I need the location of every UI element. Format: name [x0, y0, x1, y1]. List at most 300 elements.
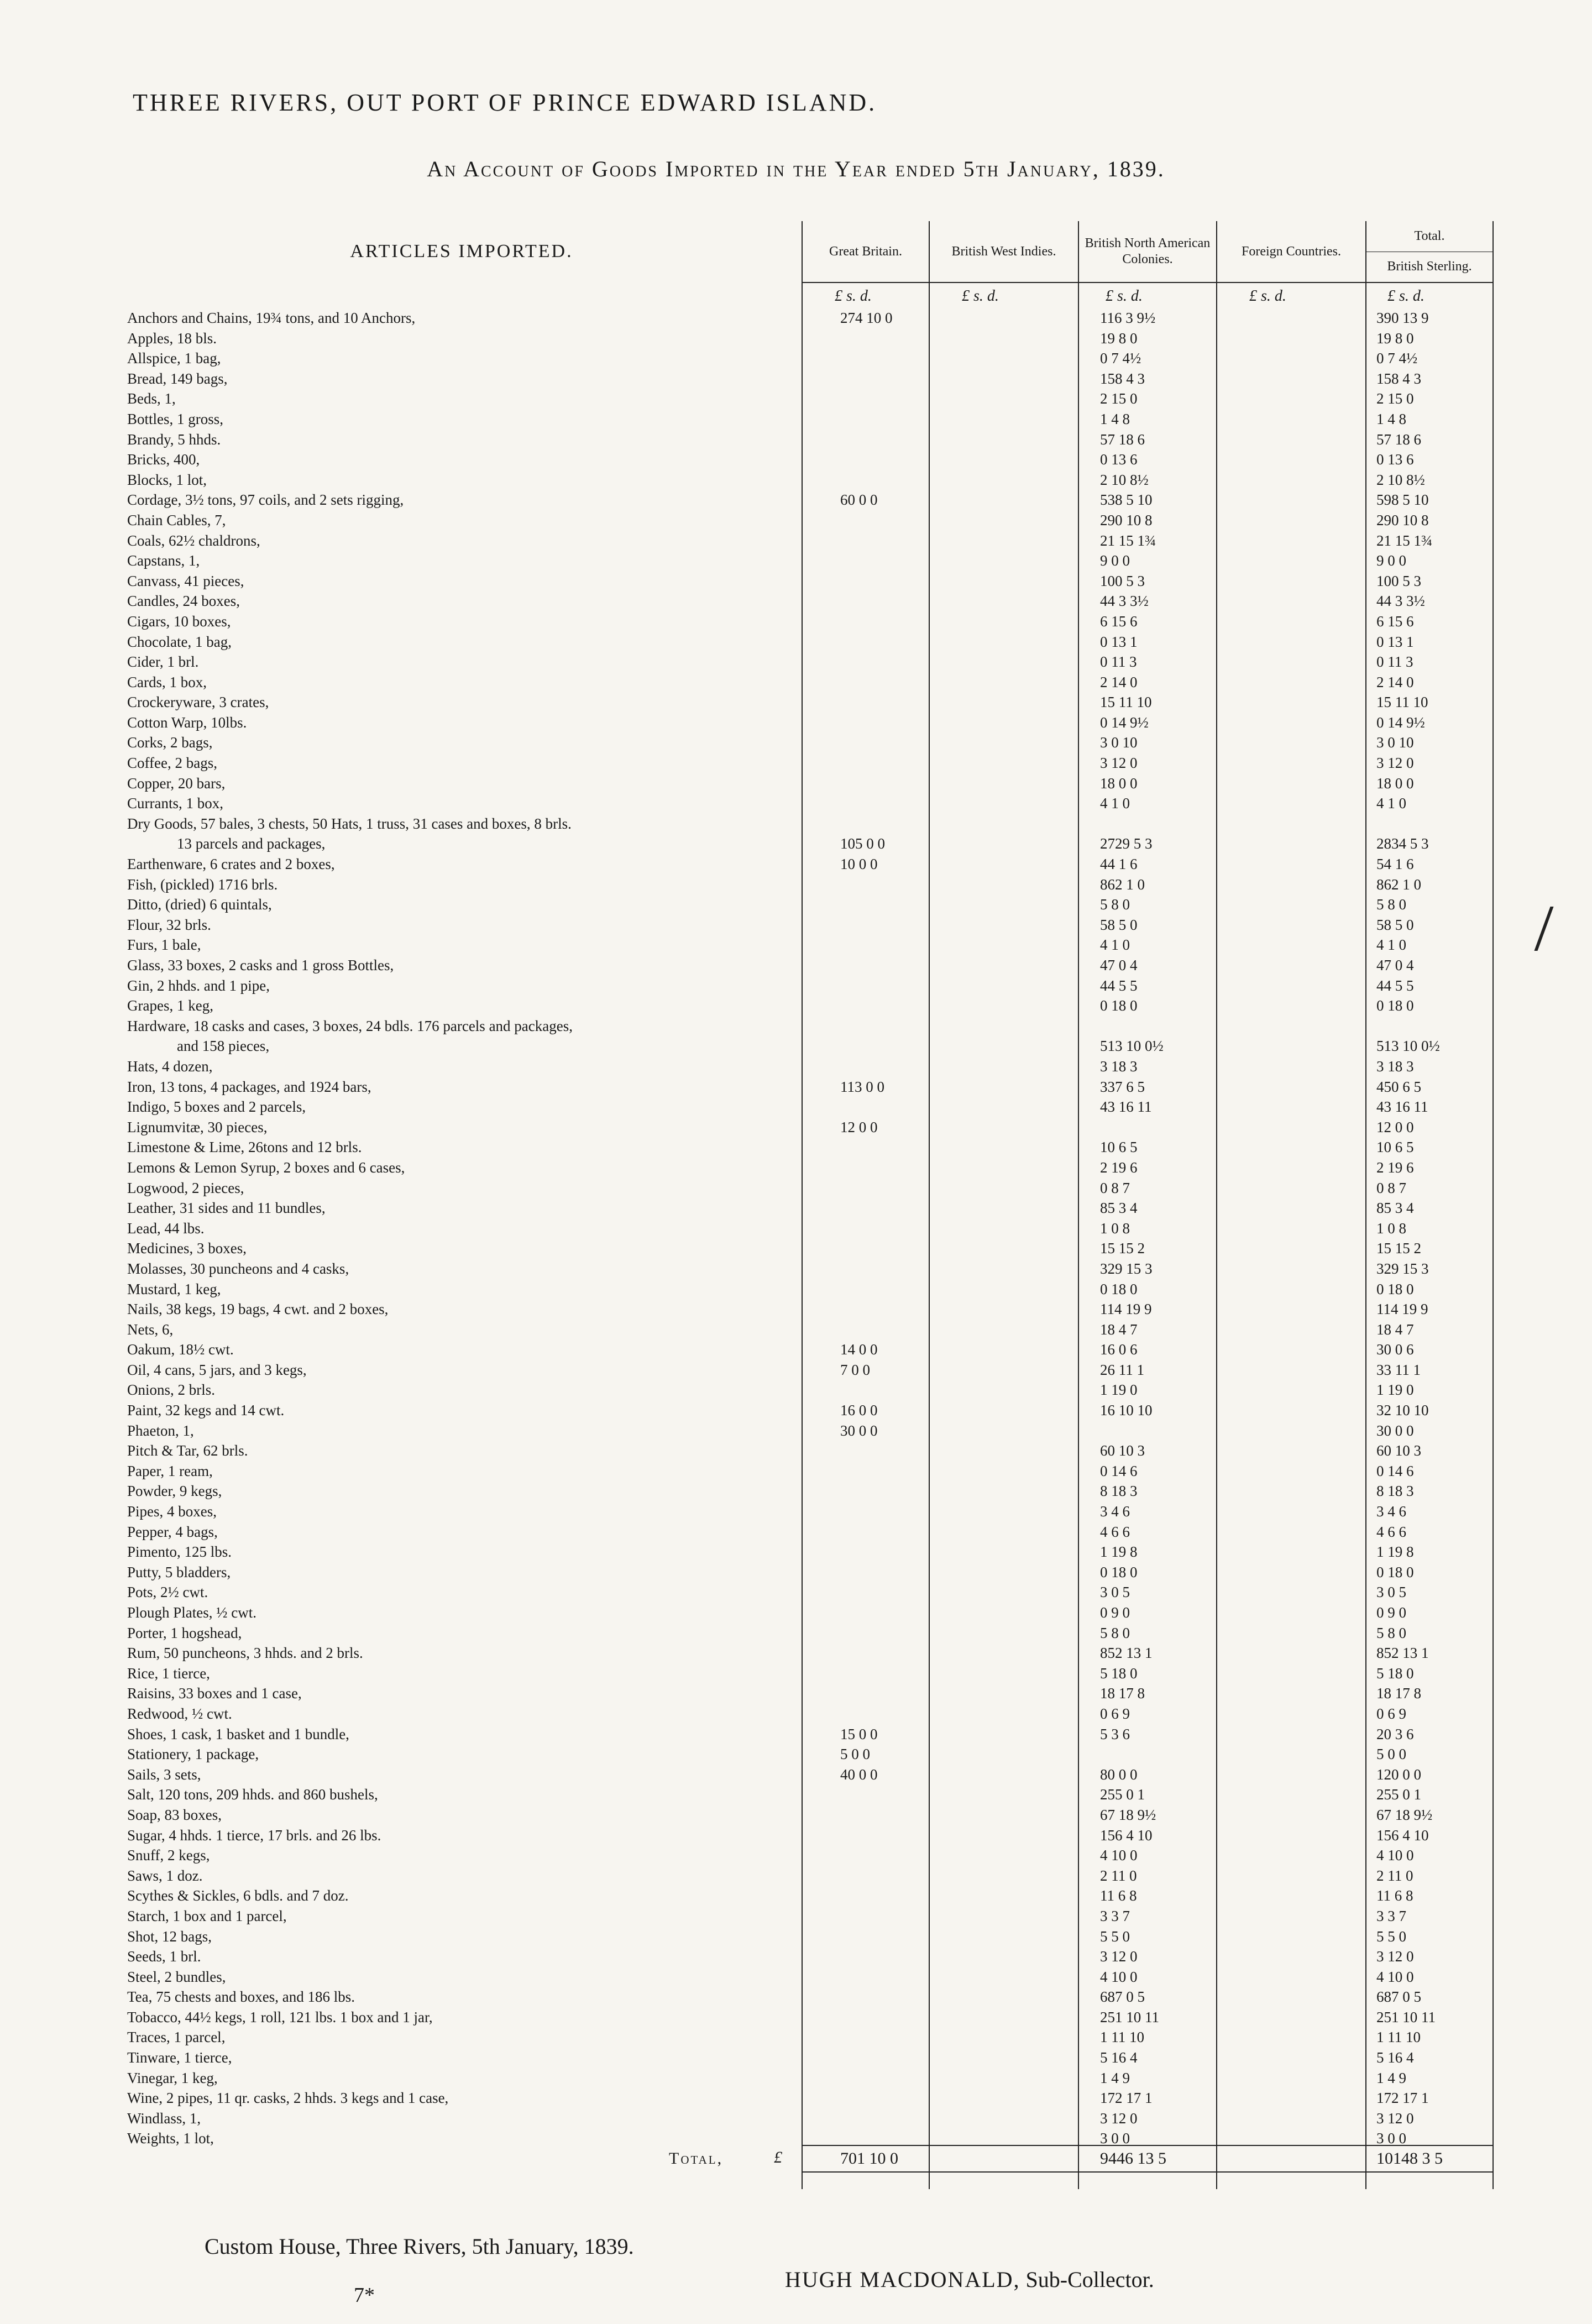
total-cell: 450 6 5: [1376, 1078, 1421, 1095]
british-north-american-colonies-cell: 0 14 6: [1100, 1462, 1138, 1479]
table-row: [127, 1604, 1492, 1625]
table-row: [127, 1402, 1492, 1422]
article-cell: Fish, (pickled) 1716 brls.: [127, 876, 278, 893]
british-north-american-colonies-cell: 1 4 9: [1100, 2069, 1130, 2086]
table-row: [127, 491, 1492, 512]
header-british-north-american-colonies: British North American Colonies.: [1085, 236, 1211, 266]
article-cell: 13 parcels and packages,: [177, 835, 326, 852]
british-north-american-colonies-cell: 21 15 1¾: [1100, 532, 1156, 549]
units-british-north-american-colonies: £ s. d.: [1106, 287, 1143, 305]
signatory-title: Sub-Collector.: [1025, 2267, 1154, 2292]
total-cell: 15 11 10: [1376, 694, 1428, 711]
british-north-american-colonies-cell: 80 0 0: [1100, 1766, 1138, 1783]
total-cell: 2 10 8½: [1376, 471, 1425, 488]
british-north-american-colonies-cell: 3 12 0: [1100, 755, 1138, 772]
total-cell: 3 4 6: [1376, 1503, 1406, 1520]
table-row: [127, 1988, 1492, 2009]
article-cell: Medicines, 3 boxes,: [127, 1240, 247, 1257]
table-row: [127, 1463, 1492, 1483]
article-cell: Soap, 83 boxes,: [127, 1806, 222, 1823]
british-north-american-colonies-cell: 3 12 0: [1100, 2110, 1138, 2127]
article-cell: Earthenware, 6 crates and 2 boxes,: [127, 856, 335, 873]
imports-table: [127, 221, 1492, 2189]
total-cell: 4 10 0: [1376, 1847, 1414, 1864]
article-cell: Coffee, 2 bags,: [127, 755, 217, 772]
british-north-american-colonies-cell: 15 11 10: [1100, 694, 1152, 711]
table-row: [127, 775, 1492, 795]
total-cell: 251 10 11: [1376, 2008, 1436, 2025]
total-cell: 2 14 0: [1376, 673, 1414, 690]
table-row: [127, 2009, 1492, 2029]
table-row: [127, 1119, 1492, 1139]
article-cell: Pots, 2½ cwt.: [127, 1584, 208, 1601]
table-row: [127, 390, 1492, 411]
total-cell: 0 14 6: [1376, 1462, 1414, 1479]
total-cell: 10 6 5: [1376, 1139, 1414, 1156]
page-number: 7*: [354, 2284, 375, 2307]
great-britain-cell: 40 0 0: [840, 1766, 878, 1783]
article-cell: Saws, 1 doz.: [127, 1867, 203, 1884]
table-row: [127, 1685, 1492, 1705]
total-cell: 255 0 1: [1376, 1786, 1421, 1803]
article-cell: Apples, 18 bls.: [127, 329, 217, 347]
british-north-american-colonies-cell: 116 3 9½: [1100, 310, 1156, 326]
british-north-american-colonies-cell: 2729 5 3: [1100, 835, 1153, 852]
table-row: [127, 1079, 1492, 1099]
table-row: [127, 451, 1492, 472]
total-cell: 30 0 0: [1376, 1422, 1414, 1439]
great-britain-cell: 10 0 0: [840, 856, 878, 873]
british-north-american-colonies-cell: 0 13 1: [1100, 633, 1138, 650]
total-cell: 862 1 0: [1376, 876, 1421, 893]
article-cell: Rum, 50 puncheons, 3 hhds. and 2 brls.: [127, 1645, 363, 1662]
table-row: [127, 1180, 1492, 1200]
article-cell: Currants, 1 box,: [127, 795, 223, 812]
great-britain-cell: 7 0 0: [840, 1361, 870, 1378]
total-cell: 120 0 0: [1376, 1766, 1421, 1783]
table-row: [127, 1281, 1492, 1301]
table-row: [127, 957, 1492, 977]
total-cell: 12 0 0: [1376, 1118, 1414, 1135]
article-cell: Glass, 33 boxes, 2 casks and 1 gross Bottles,: [127, 957, 394, 973]
table-row: [127, 370, 1492, 391]
article-cell: Iron, 13 tons, 4 packages, and 1924 bars,: [127, 1078, 371, 1095]
total-cell: 44 3 3½: [1376, 593, 1425, 610]
table-row: [127, 1969, 1492, 1989]
british-north-american-colonies-cell: 4 1 0: [1100, 936, 1130, 954]
british-north-american-colonies-cell: 1 0 8: [1100, 1219, 1130, 1237]
article-cell: Ditto, (dried) 6 quintals,: [127, 896, 272, 913]
british-north-american-colonies-cell: 16 10 10: [1100, 1402, 1153, 1419]
table-row: [127, 512, 1492, 532]
article-cell: Hardware, 18 casks and cases, 3 boxes, 24 bdls. 176 parcels and packages,: [127, 1017, 573, 1034]
article-cell: Tea, 75 chests and boxes, and 186 lbs.: [127, 1988, 355, 2006]
total-cell: 1 4 9: [1376, 2069, 1406, 2086]
table-row: [127, 1948, 1492, 1969]
british-north-american-colonies-cell: 538 5 10: [1100, 491, 1153, 509]
british-north-american-colonies-cell: 2 10 8½: [1100, 471, 1149, 488]
british-north-american-colonies-cell: 5 18 0: [1100, 1665, 1138, 1682]
total-cell: 598 5 10: [1376, 491, 1429, 509]
british-north-american-colonies-cell: 5 5 0: [1100, 1928, 1130, 1945]
british-north-american-colonies-cell: 100 5 3: [1100, 572, 1145, 589]
units-foreign-countries: £ s. d.: [1249, 287, 1286, 305]
article-cell: Putty, 5 bladders,: [127, 1563, 231, 1580]
table-row: [127, 1362, 1492, 1382]
british-north-american-colonies-cell: 60 10 3: [1100, 1442, 1145, 1459]
totals-great-britain: 701 10 0: [840, 2149, 898, 2168]
british-north-american-colonies-cell: 11 6 8: [1100, 1887, 1137, 1904]
article-cell: Cotton Warp, 10lbs.: [127, 714, 247, 731]
article-cell: Candles, 24 boxes,: [127, 593, 240, 610]
total-cell: 329 15 3: [1376, 1260, 1429, 1277]
total-cell: 2834 5 3: [1376, 835, 1429, 852]
article-cell: Oil, 4 cans, 5 jars, and 3 kegs,: [127, 1361, 307, 1378]
table-row: [127, 795, 1492, 815]
article-cell: Brandy, 5 hhds.: [127, 431, 221, 448]
total-cell: 30 0 6: [1376, 1341, 1414, 1358]
article-cell: Rice, 1 tierce,: [127, 1665, 210, 1682]
british-north-american-colonies-cell: 9 0 0: [1100, 552, 1130, 569]
total-cell: 4 1 0: [1376, 936, 1406, 954]
british-north-american-colonies-cell: 0 14 9½: [1100, 714, 1149, 731]
great-britain-cell: 113 0 0: [840, 1078, 884, 1095]
great-britain-cell: 105 0 0: [840, 835, 885, 852]
total-cell: 0 18 0: [1376, 1563, 1414, 1580]
british-north-american-colonies-cell: 3 12 0: [1100, 1948, 1138, 1965]
totals-pound-sign: £: [774, 2148, 782, 2166]
british-north-american-colonies-cell: 852 13 1: [1100, 1645, 1153, 1662]
table-row: [127, 1766, 1492, 1787]
great-britain-cell: 16 0 0: [840, 1402, 878, 1419]
article-cell: Salt, 120 tons, 209 hhds. and 860 bushels,: [127, 1786, 378, 1803]
article-cell: Allspice, 1 bag,: [127, 350, 221, 367]
total-cell: 21 15 1¾: [1376, 532, 1433, 549]
article-cell: and 158 pieces,: [177, 1038, 270, 1055]
total-cell: 100 5 3: [1376, 572, 1421, 589]
article-cell: Gin, 2 hhds. and 1 pipe,: [127, 977, 270, 994]
table-row: [127, 1018, 1492, 1038]
table-row: [127, 2029, 1492, 2049]
total-cell: 43 16 11: [1376, 1098, 1428, 1116]
british-north-american-colonies-cell: 0 13 6: [1100, 451, 1138, 468]
great-britain-cell: 12 0 0: [840, 1118, 878, 1135]
article-cell: Coals, 62½ chaldrons,: [127, 532, 260, 549]
total-cell: 5 8 0: [1376, 1624, 1406, 1641]
table-row: [127, 552, 1492, 573]
article-cell: Stationery, 1 package,: [127, 1746, 259, 1763]
article-cell: Paper, 1 ream,: [127, 1462, 213, 1479]
total-cell: 1 4 8: [1376, 410, 1406, 427]
british-north-american-colonies-cell: 18 0 0: [1100, 774, 1138, 792]
table-row: [127, 2110, 1492, 2131]
table-row: [127, 532, 1492, 553]
table-row: [127, 896, 1492, 917]
article-cell: Flour, 32 brls.: [127, 916, 211, 933]
article-cell: Crockeryware, 3 crates,: [127, 694, 269, 711]
article-cell: Vinegar, 1 keg,: [127, 2069, 218, 2086]
table-row: [127, 1220, 1492, 1240]
header-rule: [802, 282, 1492, 283]
total-cell: 4 6 6: [1376, 1523, 1406, 1540]
total-cell: 19 8 0: [1376, 329, 1414, 347]
article-cell: Plough Plates, ½ cwt.: [127, 1604, 256, 1621]
article-cell: Pimento, 125 lbs.: [127, 1543, 232, 1561]
british-north-american-colonies-cell: 2 15 0: [1100, 390, 1138, 407]
header-british-west-indies: British West Indies.: [951, 244, 1056, 259]
total-cell: 114 19 9: [1376, 1301, 1428, 1318]
table-row: [127, 634, 1492, 654]
british-north-american-colonies-cell: 16 0 6: [1100, 1341, 1138, 1358]
table-row: [127, 1645, 1492, 1665]
british-north-american-colonies-cell: 329 15 3: [1100, 1260, 1153, 1277]
total-cell: 3 12 0: [1376, 2110, 1414, 2127]
table-row: [127, 1442, 1492, 1463]
british-north-american-colonies-cell: 43 16 11: [1100, 1098, 1152, 1116]
article-cell: Dry Goods, 57 bales, 3 chests, 50 Hats, 1 truss, 31 cases and boxes, 8 brls.: [127, 815, 572, 832]
british-north-american-colonies-cell: 172 17 1: [1100, 2090, 1153, 2107]
article-cell: Beds, 1,: [127, 390, 176, 407]
british-north-american-colonies-cell: 6 15 6: [1100, 613, 1138, 630]
table-row: [127, 1139, 1492, 1159]
table-row: [127, 1098, 1492, 1119]
british-north-american-colonies-cell: 0 8 7: [1100, 1179, 1130, 1196]
article-cell: Windlass, 1,: [127, 2110, 201, 2127]
table-row: [127, 1807, 1492, 1827]
article-cell: Raisins, 33 boxes and 1 case,: [127, 1685, 302, 1702]
british-north-american-colonies-cell: 251 10 11: [1100, 2008, 1159, 2025]
table-row: [127, 936, 1492, 957]
british-north-american-colonies-cell: 4 1 0: [1100, 795, 1130, 812]
british-north-american-colonies-cell: 67 18 9½: [1100, 1806, 1156, 1823]
total-cell: 47 0 4: [1376, 957, 1414, 973]
document-title: THREE RIVERS, OUT PORT OF PRINCE EDWARD ISLAND.: [133, 89, 877, 116]
article-cell: Pipes, 4 boxes,: [127, 1503, 217, 1520]
article-cell: Cider, 1 brl.: [127, 653, 199, 671]
article-cell: Pitch & Tar, 62 brls.: [127, 1442, 248, 1459]
signature-block: [785, 2267, 1154, 2292]
article-cell: Lignumvitæ, 30 pieces,: [127, 1118, 268, 1135]
table-row: [127, 1867, 1492, 1888]
table-row: [127, 593, 1492, 613]
article-cell: Bottles, 1 gross,: [127, 410, 224, 427]
british-north-american-colonies-cell: 0 18 0: [1100, 1563, 1138, 1580]
footer-place-date: Custom House, Three Rivers, 5th January, 1839.: [205, 2234, 634, 2259]
article-cell: Shoes, 1 cask, 1 basket and 1 bundle,: [127, 1725, 349, 1742]
great-britain-cell: 14 0 0: [840, 1341, 878, 1358]
british-north-american-colonies-cell: 5 3 6: [1100, 1725, 1130, 1742]
british-north-american-colonies-cell: 3 0 0: [1100, 2130, 1130, 2147]
total-cell: 6 15 6: [1376, 613, 1414, 630]
table-row: [127, 411, 1492, 431]
total-cell: 15 15 2: [1376, 1240, 1421, 1257]
table-row: [127, 1584, 1492, 1604]
table-row: [127, 835, 1492, 856]
total-cell: 0 11 3: [1376, 653, 1413, 671]
table-row: [127, 856, 1492, 876]
total-cell: 2 19 6: [1376, 1159, 1414, 1176]
british-north-american-colonies-cell: 158 4 3: [1100, 370, 1145, 387]
total-cell: 0 14 9½: [1376, 714, 1425, 731]
totals-label: Total,: [669, 2149, 724, 2168]
total-cell: 57 18 6: [1376, 431, 1421, 448]
table-row: [127, 694, 1492, 714]
article-cell: Bread, 149 bags,: [127, 370, 228, 387]
table-row: [127, 1726, 1492, 1746]
total-cell: 54 1 6: [1376, 856, 1414, 873]
british-north-american-colonies-cell: 1 19 8: [1100, 1543, 1138, 1561]
total-cell: 60 10 3: [1376, 1442, 1421, 1459]
total-cell: 3 0 5: [1376, 1584, 1406, 1601]
total-cell: 58 5 0: [1376, 916, 1414, 933]
british-north-american-colonies-cell: 57 18 6: [1100, 431, 1145, 448]
total-cell: 158 4 3: [1376, 370, 1421, 387]
article-cell: Tobacco, 44½ kegs, 1 roll, 121 lbs. 1 box and 1 jar,: [127, 2008, 433, 2025]
british-north-american-colonies-cell: 1 19 0: [1100, 1381, 1138, 1399]
article-cell: Capstans, 1,: [127, 552, 200, 569]
article-cell: Limestone & Lime, 26tons and 12 brls.: [127, 1139, 362, 1156]
article-cell: Phaeton, 1,: [127, 1422, 194, 1439]
table-row: [127, 1887, 1492, 1908]
table-row: [127, 1240, 1492, 1260]
total-cell: 4 10 0: [1376, 1968, 1414, 1985]
article-cell: Weights, 1 lot,: [127, 2130, 214, 2147]
total-cell: 0 6 9: [1376, 1705, 1406, 1722]
table-row: [127, 1301, 1492, 1321]
article-cell: Blocks, 1 lot,: [127, 471, 207, 488]
british-north-american-colonies-cell: 3 4 6: [1100, 1503, 1130, 1520]
article-cell: Anchors and Chains, 19¾ tons, and 10 Anchors,: [127, 310, 416, 326]
british-north-american-colonies-cell: 44 1 6: [1100, 856, 1138, 873]
british-north-american-colonies-cell: 18 4 7: [1100, 1321, 1138, 1338]
header-foreign-countries: Foreign Countries.: [1242, 244, 1341, 259]
article-cell: Steel, 2 bundles,: [127, 1968, 226, 1985]
total-cell: 4 1 0: [1376, 795, 1406, 812]
total-cell: 67 18 9½: [1376, 1806, 1433, 1823]
total-cell: 3 0 0: [1376, 2130, 1406, 2147]
table-row: [127, 876, 1492, 897]
total-cell: 687 0 5: [1376, 1988, 1421, 2006]
total-cell: 1 19 0: [1376, 1381, 1414, 1399]
total-cell: 33 11 1: [1376, 1361, 1421, 1378]
totals-rule-bottom: [802, 2171, 1492, 2173]
british-north-american-colonies-cell: 862 1 0: [1100, 876, 1145, 893]
table-row: [127, 674, 1492, 694]
total-cell: 20 3 6: [1376, 1725, 1414, 1742]
table-row: [127, 613, 1492, 634]
article-cell: Sugar, 4 hhds. 1 tierce, 17 brls. and 26 lbs.: [127, 1826, 381, 1844]
total-cell: 156 4 10: [1376, 1826, 1429, 1844]
table-row: [127, 1625, 1492, 1645]
article-cell: Paint, 32 kegs and 14 cwt.: [127, 1402, 285, 1419]
british-north-american-colonies-cell: 15 15 2: [1100, 1240, 1145, 1257]
total-cell: 5 18 0: [1376, 1665, 1414, 1682]
signatory-name: HUGH MACDONALD,: [785, 2267, 1020, 2292]
total-cell: 2 11 0: [1376, 1867, 1413, 1884]
table-row: [127, 1847, 1492, 1867]
total-cell: 3 3 7: [1376, 1907, 1406, 1924]
total-cell: 11 6 8: [1376, 1887, 1413, 1904]
total-cell: 18 0 0: [1376, 774, 1414, 792]
article-cell: Lead, 44 lbs.: [127, 1219, 205, 1237]
article-cell: Cards, 1 box,: [127, 673, 207, 690]
total-cell: 1 11 10: [1376, 2029, 1421, 2046]
header-great-britain: Great Britain.: [829, 244, 902, 259]
great-britain-cell: 15 0 0: [840, 1725, 878, 1742]
british-north-american-colonies-cell: 18 17 8: [1100, 1685, 1145, 1702]
total-cell: 32 10 10: [1376, 1402, 1429, 1419]
table-row: [127, 1786, 1492, 1807]
article-cell: Scythes & Sickles, 6 bdls. and 7 doz.: [127, 1887, 349, 1904]
total-cell: 44 5 5: [1376, 977, 1414, 994]
table-row: [127, 734, 1492, 755]
british-north-american-colonies-cell: 5 16 4: [1100, 2049, 1138, 2066]
british-north-american-colonies-cell: 0 9 0: [1100, 1604, 1130, 1621]
british-north-american-colonies-cell: 5 8 0: [1100, 1624, 1130, 1641]
table-row: [127, 1341, 1492, 1362]
total-cell: 3 18 3: [1376, 1058, 1414, 1075]
total-cell: 5 16 4: [1376, 2049, 1414, 2066]
british-north-american-colonies-cell: 58 5 0: [1100, 916, 1138, 933]
total-cell: 8 18 3: [1376, 1483, 1414, 1500]
article-cell: Sails, 3 sets,: [127, 1766, 201, 1783]
british-north-american-colonies-cell: 0 18 0: [1100, 1280, 1138, 1297]
units-total: £ s. d.: [1387, 287, 1425, 305]
article-cell: Corks, 2 bags,: [127, 734, 213, 751]
article-cell: Copper, 20 bars,: [127, 774, 226, 792]
article-cell: Porter, 1 hogshead,: [127, 1624, 242, 1641]
total-cell: 3 0 10: [1376, 734, 1414, 751]
table-row: [127, 997, 1492, 1018]
british-north-american-colonies-cell: 3 18 3: [1100, 1058, 1138, 1075]
british-north-american-colonies-cell: 85 3 4: [1100, 1200, 1138, 1217]
units-british-west-indies: £ s. d.: [962, 287, 999, 305]
british-north-american-colonies-cell: 0 11 3: [1100, 653, 1137, 671]
table-row: [127, 1260, 1492, 1281]
british-north-american-colonies-cell: 4 6 6: [1100, 1523, 1130, 1540]
article-cell: Wine, 2 pipes, 11 qr. casks, 2 hhds. 3 kegs and 1 case,: [127, 2090, 449, 2107]
british-north-american-colonies-cell: 156 4 10: [1100, 1826, 1153, 1844]
totals-british-north-american-colonies: 9446 13 5: [1100, 2149, 1166, 2168]
british-north-american-colonies-cell: 337 6 5: [1100, 1078, 1145, 1095]
article-cell: Leather, 31 sides and 11 bundles,: [127, 1200, 326, 1217]
total-cell: 513 10 0½: [1376, 1038, 1440, 1055]
british-north-american-colonies-cell: 2 19 6: [1100, 1159, 1138, 1176]
article-cell: Cordage, 3½ tons, 97 coils, and 2 sets rigging,: [127, 491, 404, 509]
table-body: [127, 310, 1492, 2150]
article-cell: Tinware, 1 tierce,: [127, 2049, 232, 2066]
article-cell: Snuff, 2 kegs,: [127, 1847, 210, 1864]
header-articles: ARTICLES IMPORTED.: [350, 240, 573, 261]
article-cell: Oakum, 18½ cwt.: [127, 1341, 234, 1358]
british-north-american-colonies-cell: 47 0 4: [1100, 957, 1138, 973]
article-cell: Redwood, ½ cwt.: [127, 1705, 232, 1722]
table-row: [127, 653, 1492, 674]
table-row: [127, 1321, 1492, 1342]
table-row: [127, 714, 1492, 735]
table-row: [127, 1159, 1492, 1180]
article-cell: Indigo, 5 boxes and 2 parcels,: [127, 1098, 306, 1116]
table-row: [127, 2070, 1492, 2090]
table-row: [127, 917, 1492, 937]
total-cell: 3 12 0: [1376, 1948, 1414, 1965]
british-north-american-colonies-cell: 3 3 7: [1100, 1907, 1130, 1924]
total-cell: 290 10 8: [1376, 511, 1429, 528]
article-cell: Mustard, 1 keg,: [127, 1280, 221, 1297]
article-cell: Onions, 2 brls.: [127, 1381, 216, 1399]
table-row: [127, 1827, 1492, 1847]
header-total-sub: British Sterling.: [1387, 259, 1472, 274]
